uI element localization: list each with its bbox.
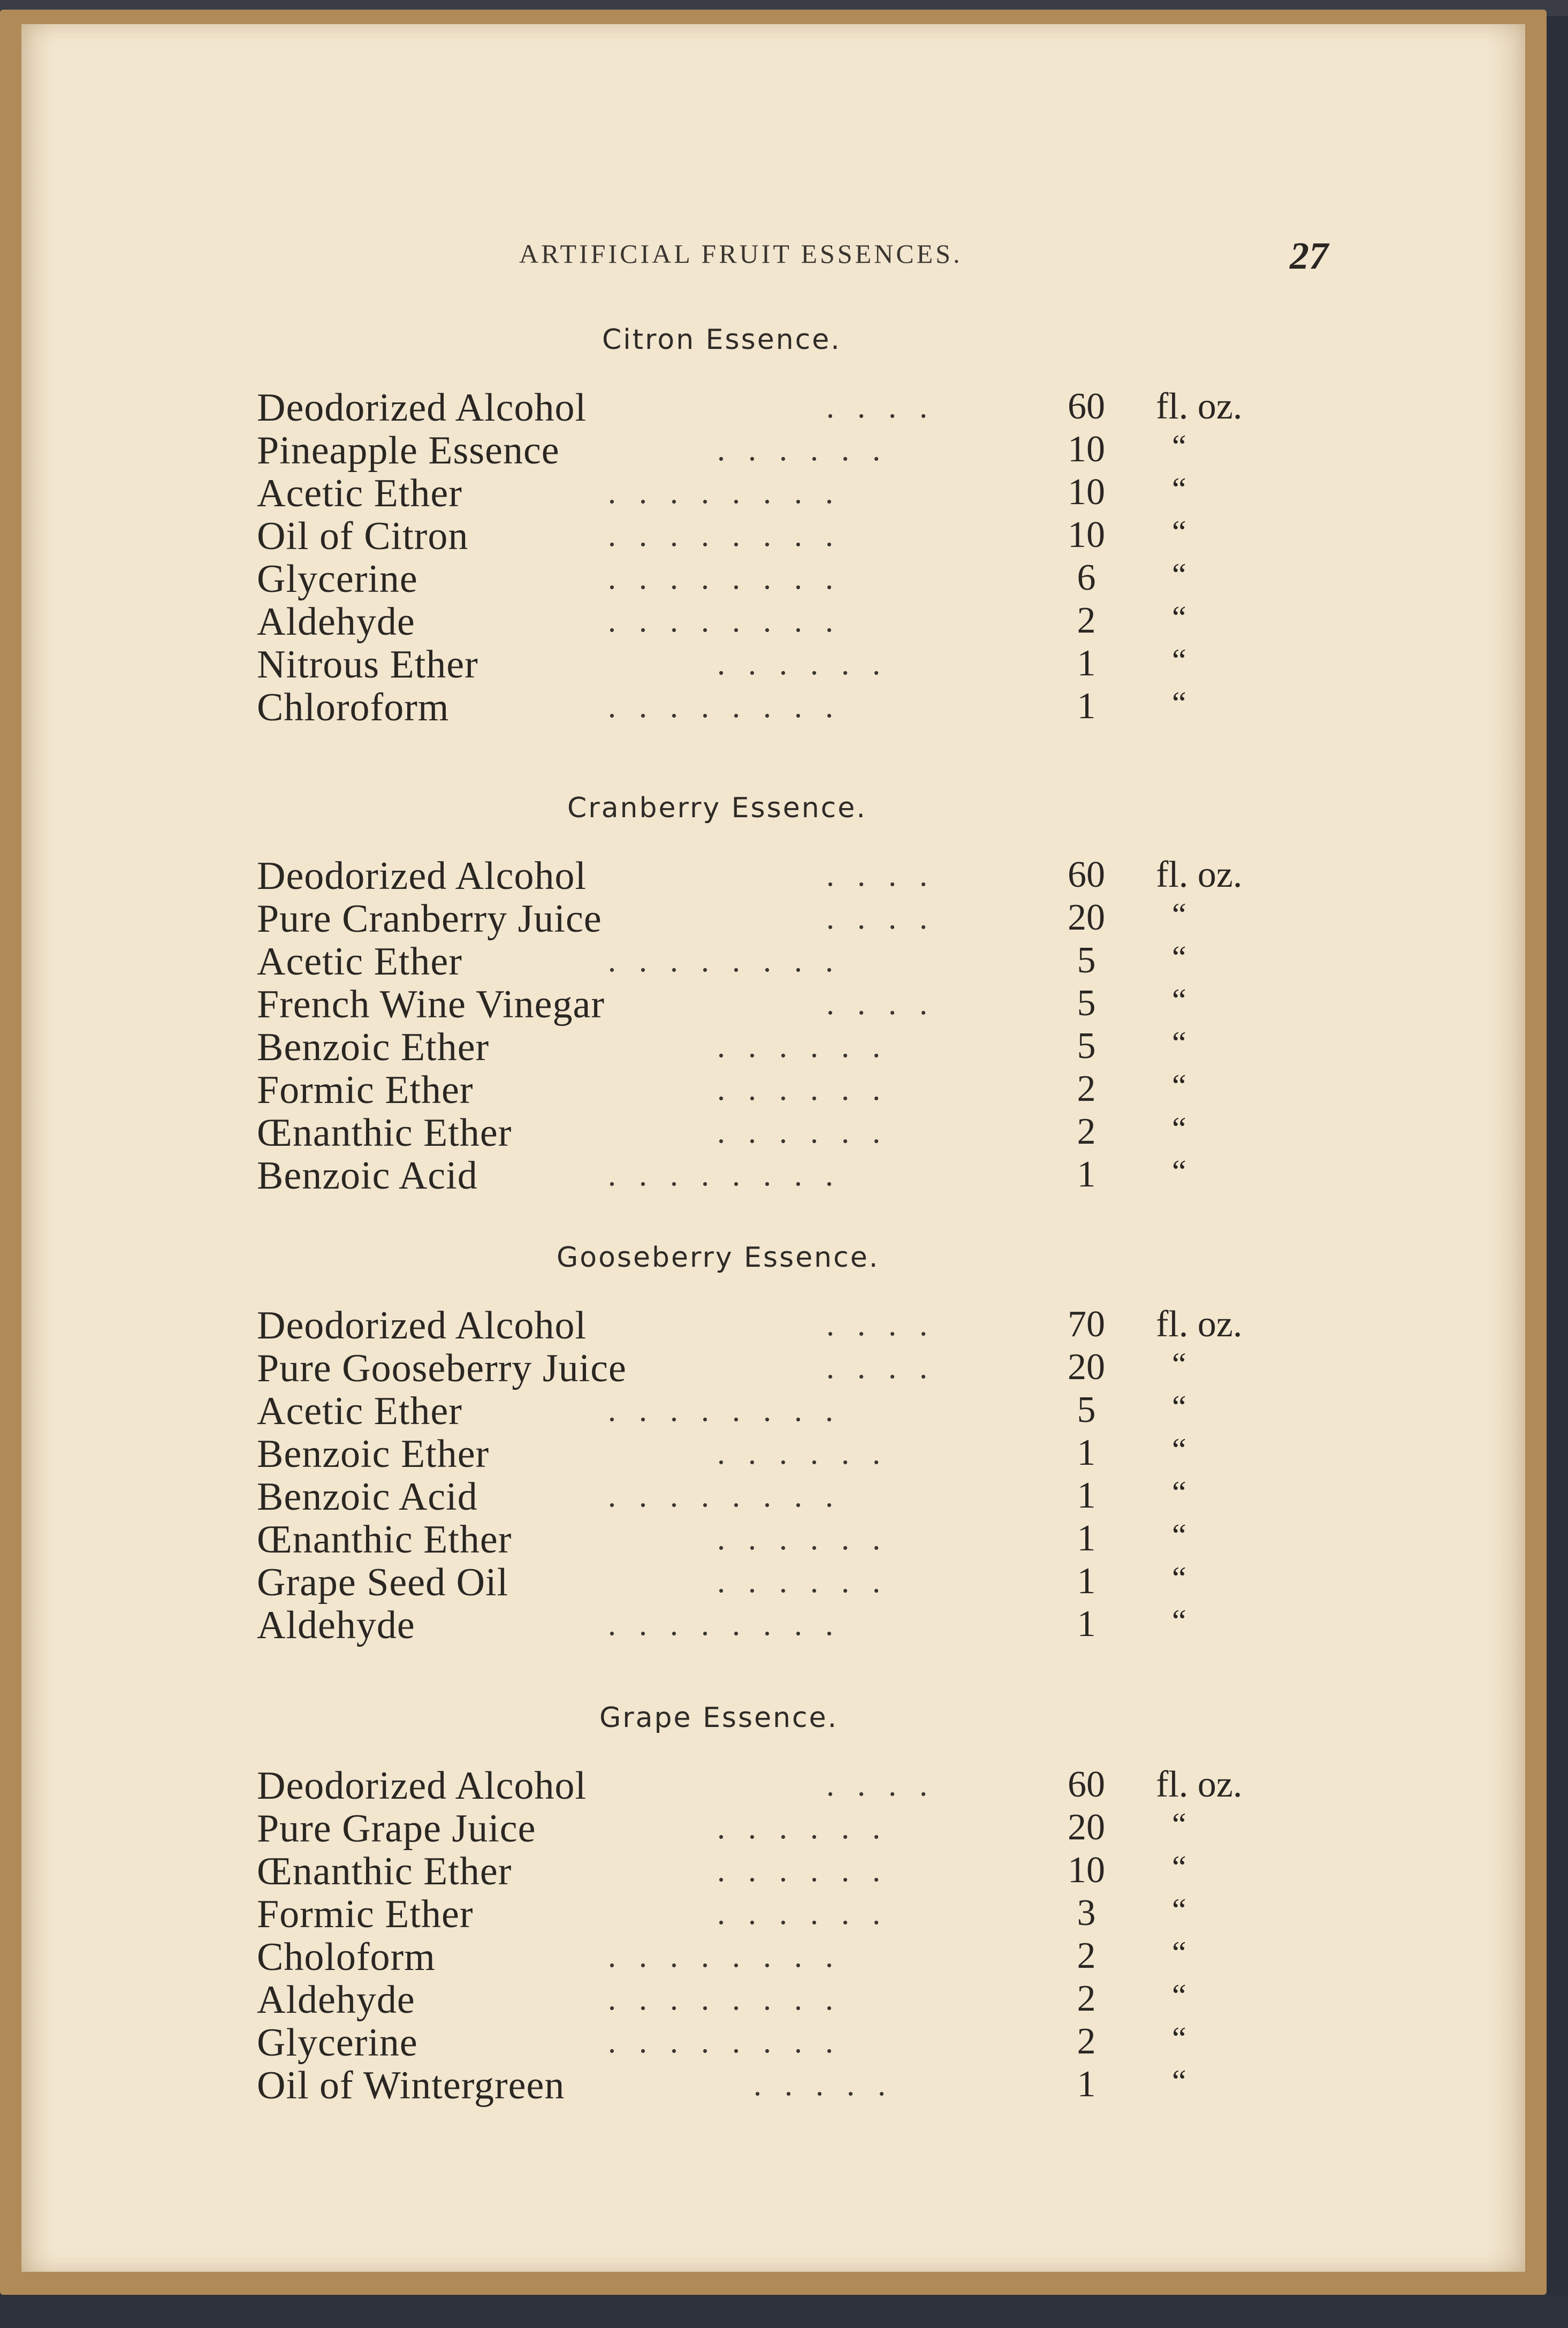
ingredient-row [21, 428, 1525, 471]
ingredient-name: Œnanthic Ether [257, 1850, 512, 1893]
ingredient-name: Deodorized Alcohol [257, 1764, 587, 1808]
ditto-mark: “ [1172, 940, 1186, 975]
ditto-mark: “ [1172, 1850, 1186, 1885]
ingredient-name: Acetic Ether [257, 471, 462, 515]
ingredient-row [21, 1068, 1525, 1110]
dot-leaders: . . . . . . [717, 1029, 888, 1064]
ingredient-row [21, 1025, 1525, 1068]
ingredient-row [21, 685, 1525, 728]
ingredient-quantity: 60 [1068, 386, 1105, 427]
ditto-mark: “ [1172, 1978, 1186, 2013]
ingredient-quantity: 1 [1077, 1432, 1096, 1473]
ditto-mark: “ [1172, 1432, 1186, 1467]
ingredient-quantity: 1 [1077, 686, 1096, 727]
ingredient-row [21, 982, 1525, 1025]
ingredient-name: Formic Ether [257, 1068, 474, 1112]
ingredient-name: Deodorized Alcohol [257, 1304, 587, 1348]
ingredient-quantity: 1 [1077, 2064, 1096, 2105]
dot-leaders: . . . . . . . . [608, 1981, 841, 2017]
ingredient-row [21, 1806, 1525, 1849]
ingredient-quantity: 20 [1068, 897, 1105, 938]
ingredient-quantity: 1 [1077, 1561, 1096, 1602]
dot-leaders: . . . . [826, 1767, 935, 1802]
ingredient-name: Chloroform [257, 686, 450, 729]
ingredient-row [21, 1560, 1525, 1603]
ingredient-row [21, 1153, 1525, 1196]
ditto-mark: “ [1172, 1807, 1186, 1842]
ingredient-row [21, 1474, 1525, 1517]
ditto-mark: “ [1172, 1025, 1186, 1061]
dot-leaders: . . . . . . [717, 432, 888, 467]
ingredient-quantity: 10 [1068, 471, 1105, 513]
section-title: Cranberry Essence. [567, 792, 867, 824]
ingredient-row [21, 854, 1525, 896]
ingredient-name: Pure Gooseberry Juice [257, 1346, 627, 1390]
ditto-mark: “ [1172, 471, 1186, 507]
ditto-mark: “ [1172, 1892, 1186, 1928]
ditto-mark: “ [1172, 2064, 1186, 2099]
ingredient-row [21, 557, 1525, 599]
ditto-mark: “ [1172, 1935, 1186, 1971]
ingredient-quantity: 10 [1068, 429, 1105, 470]
ditto-mark: “ [1172, 686, 1186, 721]
dot-leaders: . . . . . . . . [608, 1478, 841, 1513]
ingredient-quantity: 5 [1077, 1389, 1096, 1431]
ingredient-quantity: 10 [1068, 514, 1105, 556]
ingredient-quantity: 2 [1077, 2021, 1096, 2062]
section-title: Grape Essence. [599, 1702, 839, 1734]
ingredient-quantity: 1 [1077, 1475, 1096, 1516]
ingredient-quantity: 5 [1077, 983, 1096, 1024]
ditto-mark: “ [1172, 1561, 1186, 1596]
ditto-mark: “ [1172, 643, 1186, 678]
ingredient-row [21, 1346, 1525, 1389]
ingredient-name: Grape Seed Oil [257, 1561, 509, 1604]
dot-leaders: . . . . . . [717, 1435, 888, 1471]
ingredient-quantity: 2 [1077, 1935, 1096, 1976]
ingredient-name: Pineapple Essence [257, 429, 560, 473]
ditto-mark: “ [1172, 1389, 1186, 1425]
ingredient-row [21, 1763, 1525, 1806]
dot-leaders: . . . . . . [717, 1071, 888, 1107]
dot-leaders: . . . . [826, 900, 935, 935]
ingredient-row [21, 471, 1525, 514]
ingredient-quantity: 6 [1077, 557, 1096, 598]
ingredient-row [21, 1892, 1525, 1935]
ingredient-name: Benzoic Ether [257, 1432, 490, 1476]
ingredient-quantity: 1 [1077, 643, 1096, 684]
dot-leaders: . . . . . . . . [608, 560, 841, 596]
running-head: ARTIFICIAL FRUIT ESSENCES. [519, 239, 963, 269]
ditto-mark: “ [1172, 983, 1186, 1018]
page-number: 27 [1290, 234, 1328, 277]
ditto-mark: “ [1172, 1518, 1186, 1553]
ingredient-row [21, 599, 1525, 642]
dot-leaders: . . . . . . [717, 1810, 888, 1845]
ditto-mark: “ [1172, 1346, 1186, 1382]
ingredient-quantity: 20 [1068, 1346, 1105, 1388]
ingredient-name: Oil of Wintergreen [257, 2064, 565, 2108]
ingredient-name: Acetic Ether [257, 940, 462, 984]
ditto-mark: “ [1172, 557, 1186, 592]
ditto-mark: “ [1172, 1068, 1186, 1104]
ingredient-name: Oil of Citron [257, 514, 469, 558]
dot-leaders: . . . . . . [717, 1564, 888, 1599]
ingredient-quantity: 60 [1068, 1764, 1105, 1805]
ingredient-name: Deodorized Alcohol [257, 386, 587, 430]
ingredient-quantity: 10 [1068, 1850, 1105, 1891]
ditto-mark: “ [1172, 2021, 1186, 2056]
ditto-mark: “ [1172, 514, 1186, 550]
ingredient-quantity: 5 [1077, 1025, 1096, 1067]
ingredient-row [21, 1303, 1525, 1346]
ingredient-quantity: 1 [1077, 1603, 1096, 1645]
ditto-mark: “ [1172, 429, 1186, 464]
ingredient-unit: fl. oz. [1156, 854, 1243, 895]
ingredient-name: Benzoic Acid [257, 1475, 478, 1519]
ingredient-quantity: 60 [1068, 854, 1105, 895]
ingredient-name: Acetic Ether [257, 1389, 462, 1433]
ingredient-row [21, 1603, 1525, 1646]
ingredient-name: Deodorized Alcohol [257, 854, 587, 898]
dot-leaders: . . . . . . . . [608, 1938, 841, 1974]
ditto-mark: “ [1172, 1603, 1186, 1639]
ingredient-row [21, 1432, 1525, 1474]
ingredient-quantity: 3 [1077, 1892, 1096, 1934]
ingredient-name: Œnanthic Ether [257, 1518, 512, 1562]
ingredient-name: Benzoic Acid [257, 1154, 478, 1198]
ingredient-unit: fl. oz. [1156, 1304, 1243, 1345]
ingredient-name: Aldehyde [257, 1603, 415, 1647]
ingredient-row [21, 385, 1525, 428]
dot-leaders: . . . . . . . . [608, 475, 841, 510]
ingredient-quantity: 2 [1077, 1111, 1096, 1152]
dot-leaders: . . . . [826, 1307, 935, 1342]
ingredient-name: Pure Grape Juice [257, 1807, 536, 1851]
ingredient-quantity: 1 [1077, 1154, 1096, 1195]
ingredient-unit: fl. oz. [1156, 1764, 1243, 1805]
ingredient-quantity: 5 [1077, 940, 1096, 981]
dot-leaders: . . . . . . . . [608, 943, 841, 978]
ingredient-name: Choloform [257, 1935, 436, 1979]
ingredient-quantity: 70 [1068, 1304, 1105, 1345]
ingredient-quantity: 2 [1077, 600, 1096, 641]
bottom-scan-edge [0, 2295, 1568, 2328]
ingredient-row [21, 1935, 1525, 1977]
dot-leaders: . . . . [826, 1350, 935, 1385]
ingredient-name: Aldehyde [257, 600, 415, 644]
dot-leaders: . . . . . . . . [608, 689, 841, 724]
dot-leaders: . . . . . . . . [608, 518, 841, 553]
ingredient-row [21, 1977, 1525, 2020]
dot-leaders: . . . . [826, 857, 935, 893]
ingredient-name: Nitrous Ether [257, 643, 478, 687]
ditto-mark: “ [1172, 897, 1186, 932]
ingredient-row [21, 1849, 1525, 1892]
ditto-mark: “ [1172, 600, 1186, 635]
ingredient-name: Benzoic Ether [257, 1025, 490, 1069]
ingredient-row [21, 2063, 1525, 2106]
section-title: Citron Essence. [602, 324, 841, 356]
section-title: Gooseberry Essence. [557, 1242, 880, 1274]
dot-leaders: . . . . . [753, 2067, 893, 2102]
ingredient-row [21, 514, 1525, 557]
dot-leaders: . . . . . . . . [608, 1607, 841, 1642]
dot-leaders: . . . . . . . . [608, 2024, 841, 2059]
dot-leaders: . . . . . . [717, 1114, 888, 1150]
ingredient-unit: fl. oz. [1156, 386, 1243, 427]
dot-leaders: . . . . . . . . [608, 603, 841, 638]
dot-leaders: . . . . . . . . [608, 1393, 841, 1428]
dot-leaders: . . . . . . [717, 1853, 888, 1888]
ingredient-name: Œnanthic Ether [257, 1111, 512, 1155]
ingredient-row [21, 1517, 1525, 1560]
ingredient-row [21, 896, 1525, 939]
dot-leaders: . . . . [826, 389, 935, 424]
ingredient-quantity: 2 [1077, 1978, 1096, 2019]
ingredient-row [21, 1110, 1525, 1153]
ingredient-name: Aldehyde [257, 1978, 415, 2022]
ingredient-name: Formic Ether [257, 1892, 474, 1936]
ingredient-row [21, 939, 1525, 982]
book-page [21, 24, 1525, 2272]
ingredient-quantity: 1 [1077, 1518, 1096, 1559]
ditto-mark: “ [1172, 1154, 1186, 1189]
ingredient-name: Pure Cranberry Juice [257, 897, 602, 941]
ingredient-name: Glycerine [257, 557, 418, 601]
ingredient-row [21, 1389, 1525, 1432]
ingredient-row [21, 642, 1525, 685]
dot-leaders: . . . . . . . . [608, 1157, 841, 1192]
ingredient-row [21, 2020, 1525, 2063]
dot-leaders: . . . . . . [717, 1521, 888, 1556]
dot-leaders: . . . . [826, 986, 935, 1021]
ditto-mark: “ [1172, 1475, 1186, 1510]
dot-leaders: . . . . . . [717, 1896, 888, 1931]
dot-leaders: . . . . . . [717, 646, 888, 681]
ingredient-quantity: 2 [1077, 1068, 1096, 1109]
ingredient-name: Glycerine [257, 2021, 418, 2065]
ingredient-quantity: 20 [1068, 1807, 1105, 1848]
ingredient-name: French Wine Vinegar [257, 983, 605, 1026]
ditto-mark: “ [1172, 1111, 1186, 1146]
